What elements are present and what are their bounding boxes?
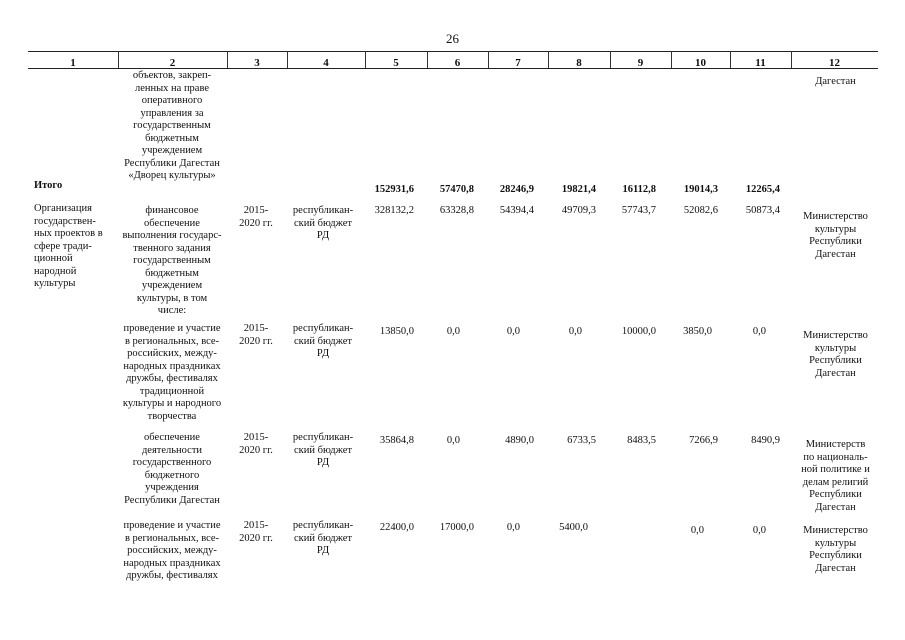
table-row-value: 17000,0 bbox=[439, 522, 474, 533]
table-row-value: 49709,3 bbox=[561, 205, 596, 216]
table-row-value: 8483,5 bbox=[627, 435, 656, 446]
table-row-description: финансовое обеспечение выполнения государс- твенного задания государственным бюджетным учреждением культуры, в том числе: bbox=[122, 205, 222, 316]
table-row-value: 10000,0 bbox=[621, 326, 656, 337]
table-row-period: 2015- 2020 гг. bbox=[239, 432, 273, 456]
table-row-value: 0,0 bbox=[752, 326, 766, 337]
table-row-source: республикан- ский бюджет РД bbox=[292, 323, 354, 359]
table-row-value: 0,0 bbox=[752, 525, 766, 536]
table-row-period: 2015- 2020 гг. bbox=[239, 205, 273, 229]
table-row-value: 54394,4 bbox=[499, 205, 534, 216]
table-row-value: 50873,4 bbox=[745, 205, 780, 216]
continued-description: объектов, закреп- ленных на праве оперативного управления за государственным бюджетным учреждением Республики Дагестан «Дворец культуры» bbox=[124, 70, 220, 181]
column-header-1: 1 bbox=[70, 57, 76, 69]
table-row-value: 3850,0 bbox=[683, 326, 712, 337]
column-header-2: 2 bbox=[169, 57, 176, 69]
column-header-8: 8 bbox=[576, 57, 582, 69]
table-row-period: 2015- 2020 гг. bbox=[239, 520, 273, 544]
table-row-source: республикан- ский бюджет РД bbox=[292, 520, 354, 556]
column-header-4: 4 bbox=[323, 57, 329, 69]
continued-executor: Дагестан bbox=[815, 76, 856, 87]
table-row-executor: Министерство культуры Республики Дагестан bbox=[803, 211, 868, 260]
table-row-value: 63328,8 bbox=[439, 205, 474, 216]
total-value: 152931,6 bbox=[374, 184, 414, 195]
column-header-3: 3 bbox=[254, 57, 260, 69]
column-header-7: 7 bbox=[515, 57, 521, 69]
total-value: 12265,4 bbox=[745, 184, 780, 195]
table-row-value: 52082,6 bbox=[683, 205, 718, 216]
column-header-9: 9 bbox=[637, 57, 644, 69]
table-row-description: проведение и участие в региональных, все- российских, между- народных праздниках дружбы, фестивалях bbox=[123, 520, 221, 581]
table-row-value: 13850,0 bbox=[379, 326, 414, 337]
total-value: 28246,9 bbox=[499, 184, 534, 195]
column-header-10: 10 bbox=[695, 57, 706, 69]
table-row-value: 0,0 bbox=[446, 326, 460, 337]
page-number: 26 bbox=[446, 31, 459, 46]
table-row-source: республикан- ский бюджет РД bbox=[292, 432, 354, 468]
table-row-value: 4890,0 bbox=[505, 435, 534, 446]
table-row-value: 5400,0 bbox=[559, 522, 588, 533]
column-header-12: 12 bbox=[829, 57, 840, 69]
column-header-5: 5 bbox=[393, 57, 399, 69]
table-row-value: 0,0 bbox=[506, 326, 520, 337]
header-top-rule bbox=[28, 51, 878, 52]
table-row-description: обеспечение деятельности государственного бюджетного учреждения Республики Дагестан bbox=[124, 432, 220, 506]
table-row-value: 0,0 bbox=[506, 522, 520, 533]
table-row-value: 8490,9 bbox=[751, 435, 780, 446]
total-value: 19821,4 bbox=[561, 184, 596, 195]
table-row-value: 0,0 bbox=[690, 525, 704, 536]
table-row-period: 2015- 2020 гг. bbox=[239, 323, 273, 347]
table-row-executor: Министерство культуры Республики Дагестан bbox=[803, 330, 868, 379]
column-header-11: 11 bbox=[755, 57, 766, 69]
table-row-executor: Министерство культуры Республики Дагестан bbox=[803, 525, 868, 574]
table-row-source: республикан- ский бюджет РД bbox=[292, 205, 354, 241]
column-header-6: 6 bbox=[454, 57, 461, 69]
table-row-value: 328132,2 bbox=[374, 205, 414, 216]
table-row-value: 0,0 bbox=[568, 326, 582, 337]
table-row-value: 7266,9 bbox=[689, 435, 718, 446]
program-name: Организация государствен- ных проектов в сфере тради- ционной народной культуры bbox=[34, 203, 103, 289]
table-row-value: 0,0 bbox=[446, 435, 460, 446]
table-row-value: 22400,0 bbox=[379, 522, 414, 533]
table-row-value: 6733,5 bbox=[567, 435, 596, 446]
total-label: Итого bbox=[34, 180, 63, 191]
total-value: 19014,3 bbox=[683, 184, 718, 195]
total-value: 57470,8 bbox=[439, 184, 474, 195]
table-row-description: проведение и участие в региональных, все- российских, между- народных праздниках дружбы, фестивалях традиционной культуры и народного творчества bbox=[122, 323, 222, 422]
table-row-value: 35864,8 bbox=[379, 435, 414, 446]
table-row-value: 57743,7 bbox=[621, 205, 656, 216]
table-row-executor: Министерств по националь- ной политике и делам религий Республики Дагестан bbox=[801, 439, 870, 513]
total-value: 16112,8 bbox=[622, 184, 656, 195]
